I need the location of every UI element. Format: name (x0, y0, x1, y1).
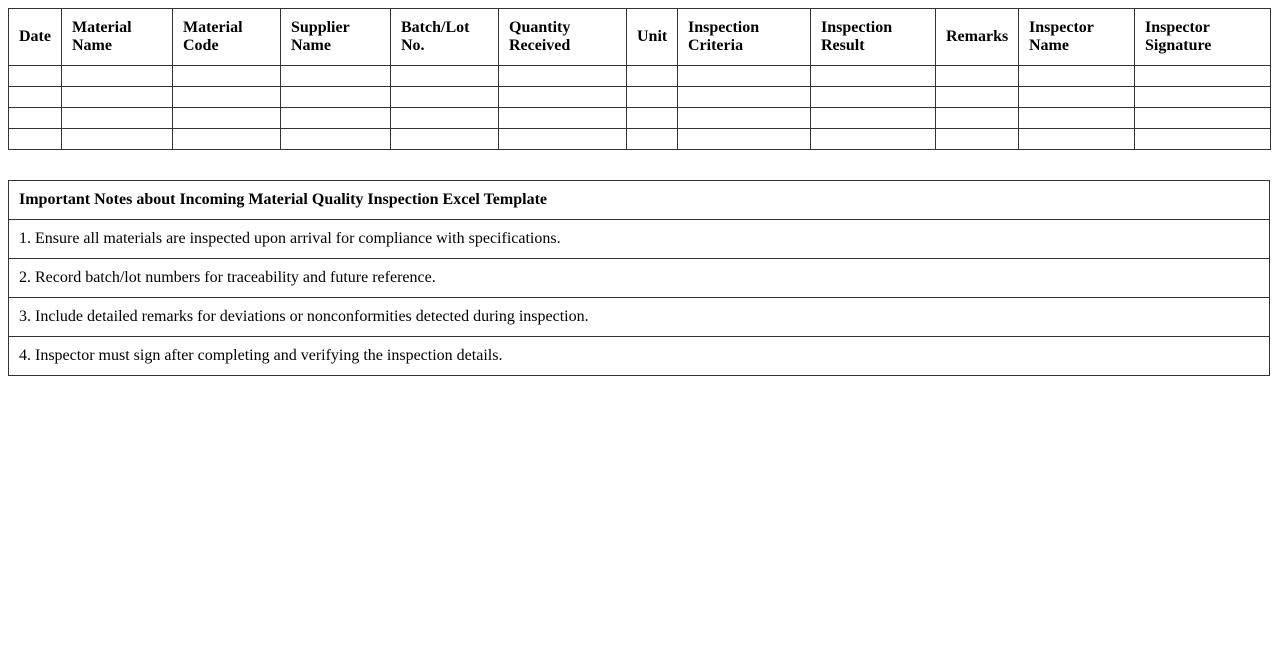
notes-title-row (9, 181, 1270, 220)
inspection-log-table (8, 8, 1271, 150)
table-cell[interactable] (627, 87, 678, 108)
note-item-4: 4. Inspector must sign after completing and verifying the inspection details. (9, 337, 1270, 376)
header-inspection-criteria: Inspection Criteria (678, 9, 811, 66)
table-row (9, 87, 1271, 108)
table-cell[interactable] (936, 108, 1019, 129)
table-cell[interactable] (811, 87, 936, 108)
note-row (9, 337, 1270, 376)
header-inspector-name: Inspector Name (1019, 9, 1135, 66)
table-row (9, 129, 1271, 150)
table-cell[interactable] (678, 87, 811, 108)
table-cell[interactable] (1019, 108, 1135, 129)
table-cell[interactable] (281, 108, 391, 129)
table-cell[interactable] (391, 129, 499, 150)
table-cell[interactable] (62, 108, 173, 129)
note-row (9, 259, 1270, 298)
header-unit: Unit (627, 9, 678, 66)
table-cell[interactable] (811, 66, 936, 87)
table-cell[interactable] (1019, 129, 1135, 150)
table-cell[interactable] (1135, 108, 1271, 129)
note-item-1: 1. Ensure all materials are inspected upon arrival for compliance with specifications. (9, 220, 1270, 259)
table-cell[interactable] (678, 129, 811, 150)
note-item-3: 3. Include detailed remarks for deviations or nonconformities detected during inspection. (9, 298, 1270, 337)
table-cell[interactable] (62, 66, 173, 87)
table-row (9, 108, 1271, 129)
table-cell[interactable] (936, 87, 1019, 108)
header-quantity-received: Quantity Received (499, 9, 627, 66)
table-cell[interactable] (936, 66, 1019, 87)
table-cell[interactable] (678, 66, 811, 87)
table-cell[interactable] (9, 87, 62, 108)
table-body (9, 66, 1271, 150)
table-cell[interactable] (1019, 66, 1135, 87)
document-page (8, 8, 1270, 376)
table-cell[interactable] (499, 108, 627, 129)
table-header-row (9, 9, 1271, 66)
table-cell[interactable] (627, 66, 678, 87)
table-cell[interactable] (9, 129, 62, 150)
table-cell[interactable] (391, 66, 499, 87)
table-cell[interactable] (9, 108, 62, 129)
header-inspection-result: Inspection Result (811, 9, 936, 66)
table-row (9, 66, 1271, 87)
note-row (9, 220, 1270, 259)
header-material-code: Material Code (173, 9, 281, 66)
header-supplier-name: Supplier Name (281, 9, 391, 66)
table-cell[interactable] (281, 87, 391, 108)
header-remarks: Remarks (936, 9, 1019, 66)
table-cell[interactable] (1135, 66, 1271, 87)
header-material-name: Material Name (62, 9, 173, 66)
table-cell[interactable] (173, 87, 281, 108)
header-batch-lot-no: Batch/Lot No. (391, 9, 499, 66)
table-cell[interactable] (627, 108, 678, 129)
table-cell[interactable] (9, 66, 62, 87)
table-cell[interactable] (281, 66, 391, 87)
table-cell[interactable] (499, 66, 627, 87)
table-cell[interactable] (811, 129, 936, 150)
table-cell[interactable] (936, 129, 1019, 150)
table-cell[interactable] (391, 87, 499, 108)
table-cell[interactable] (62, 87, 173, 108)
table-cell[interactable] (627, 129, 678, 150)
table-cell[interactable] (811, 108, 936, 129)
table-cell[interactable] (1135, 129, 1271, 150)
table-cell[interactable] (173, 66, 281, 87)
notes-table (8, 180, 1270, 376)
table-cell[interactable] (173, 108, 281, 129)
notes-title: Important Notes about Incoming Material Quality Inspection Excel Template (9, 181, 1270, 220)
table-cell[interactable] (1135, 87, 1271, 108)
table-cell[interactable] (173, 129, 281, 150)
note-item-2: 2. Record batch/lot numbers for traceability and future reference. (9, 259, 1270, 298)
header-inspector-signature: Inspector Signature (1135, 9, 1271, 66)
table-cell[interactable] (391, 108, 499, 129)
table-cell[interactable] (1019, 87, 1135, 108)
table-cell[interactable] (678, 108, 811, 129)
table-cell[interactable] (499, 87, 627, 108)
table-cell[interactable] (499, 129, 627, 150)
header-date: Date (9, 9, 62, 66)
note-row (9, 298, 1270, 337)
table-cell[interactable] (62, 129, 173, 150)
table-cell[interactable] (281, 129, 391, 150)
